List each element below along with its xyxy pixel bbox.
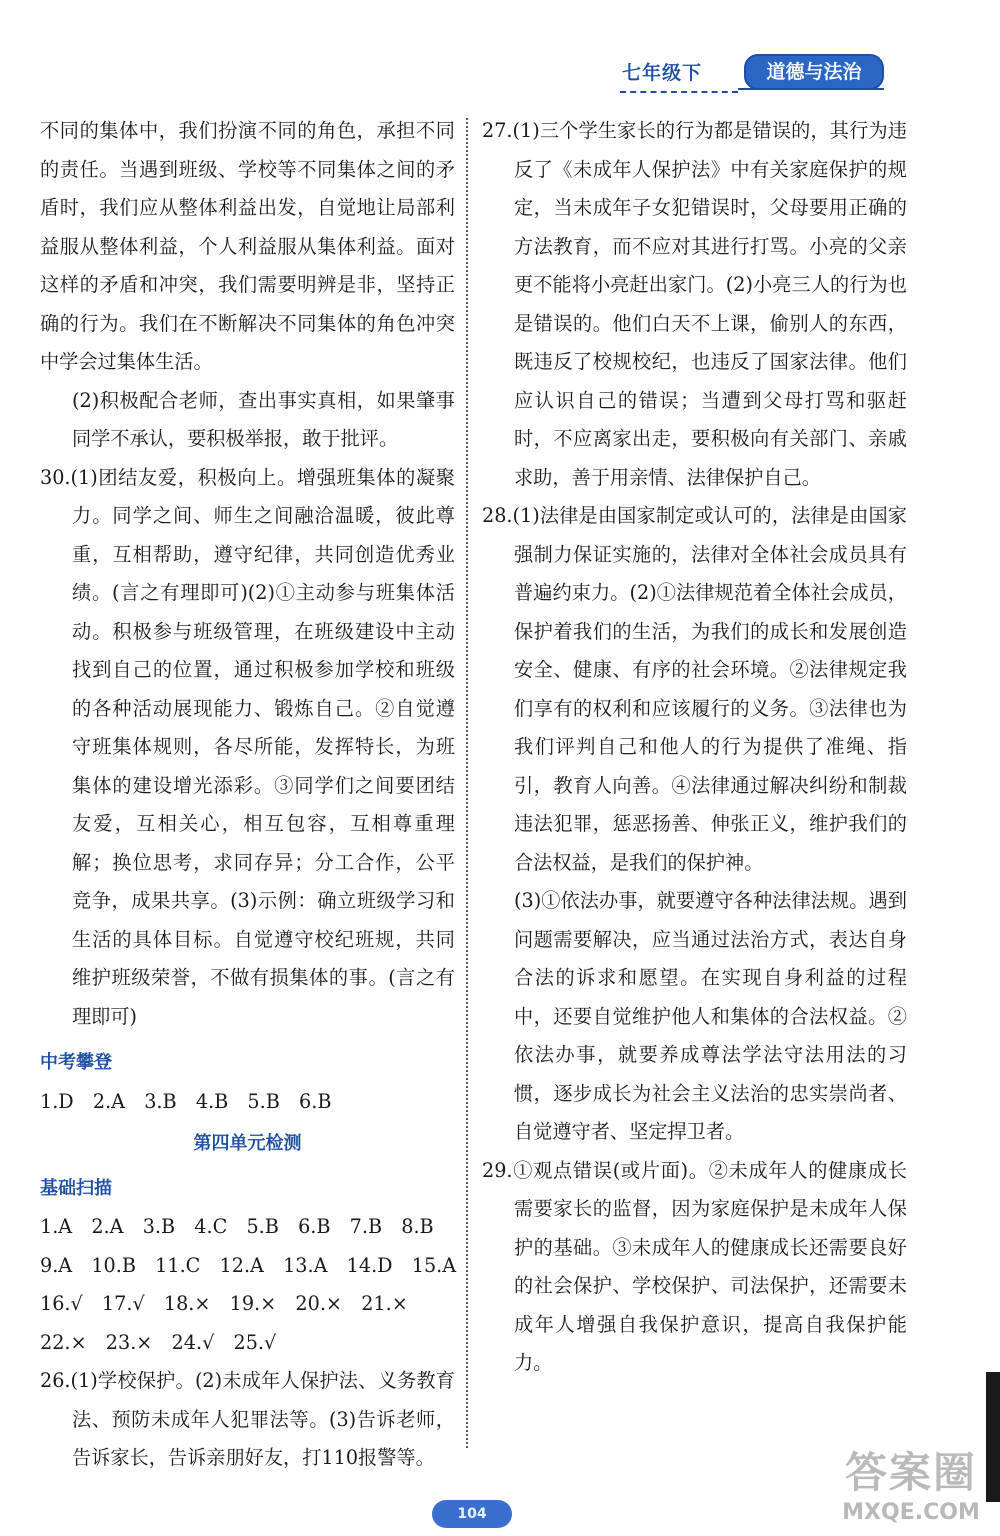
- page-number: 104: [432, 1500, 512, 1528]
- answer-row: 16.√ 17.√ 18.× 19.× 20.× 21.×: [40, 1292, 408, 1315]
- right-column: [482, 112, 907, 1383]
- grade-label: 七年级下: [622, 62, 703, 84]
- header-rule-solid: [738, 88, 884, 90]
- watermark-url: MXQE.COM: [842, 1500, 980, 1525]
- watermark-text: 答案圈: [844, 1448, 977, 1497]
- q28-part3: (3)①依法办事，就要遵守各种法律法规。遇到问题需要解决，应当通过法治方式，表达自身合法的诉求和愿望。在实现自身利益的过程中，还要自觉维护他人和集体的合法权益。②依法办事，就要养成尊法学法守法用法的习惯，逐步成长为社会主义法治的忠实崇尚者、自觉遵守者、坚定捍卫者。: [514, 889, 907, 1143]
- header-rule: [620, 91, 738, 93]
- column-divider: [466, 118, 468, 1448]
- q28-answer: 28.(1)法律是由国家制定或认可的，法律是由国家强制力保证实施的，法律对全体社会成员具有普遍约束力。(2)①法律规范着全体社会成员，保护着我们的生活，为我们的成长和发展创造安全、健康、有序的社会环境。②法律规定我们享有的权利和应该履行的义务。③法律也为我们评判自己和他人的行为提供了准绳、指引，教育人向善。④法律通过解决纠纷和制裁违法犯罪，惩恶扬善、伸张正义，维护我们的合法权益，是我们的保护神。: [482, 504, 907, 874]
- answer-row: 1.A 2.A 3.B 4.C 5.B 6.B 7.B 8.B: [40, 1215, 434, 1238]
- q29-part2: (2)积极配合老师，查出事实真相，如果肇事同学不承认，要积极举报，敢于批评。: [72, 388, 455, 450]
- subject-badge: 道德与法治: [744, 54, 884, 90]
- unit-title: 第四单元检测: [193, 1133, 302, 1154]
- q30-answer: 30.(1)团结友爱，积极向上。增强班集体的凝聚力。同学之间、师生之间融洽温暖，彼此尊重，互相帮助，遵守纪律，共同创造优秀业绩。(言之有理即可)(2)①主动参与班集体活动。积极参与班级管理，在班级建设中主动找到自己的位置，通过积极参加学校和班级的各种活动展现能力、锻炼自己。②自觉遵守班集体规则，各尽所能，发挥特长，为班集体的建设增光添彩。③同学们之间要团结友爱，互相关心，相互包容，互相尊重理解；换位思考，求同存异；分工合作，公平竞争，成果共享。(3)示例：确立班级学习和生活的具体目标。自觉遵守校纪班规，共同维护班级荣誉，不做有损集体的事。(言之有理即可): [40, 465, 455, 1028]
- section-zhongkao: 中考攀登: [40, 1052, 112, 1073]
- zhongkao-answers: 1.D 2.A 3.B 4.B 5.B 6.B: [40, 1089, 332, 1113]
- q26-answer: 26.(1)学校保护。(2)未成年人保护法、义务教育法、预防未成年人犯罪法等。(3)告诉老师，告诉家长，告诉亲朋好友，打110报警等。: [40, 1369, 455, 1469]
- q29-continuation: 不同的集体中，我们扮演不同的角色，承担不同的责任。当遇到班级、学校等不同集体之间的矛盾时，我们应从整体利益出发，自觉地让局部利益服从整体利益，个人利益服从集体利益。面对这样的矛盾和冲突，我们需要明辨是非，坚持正确的行为。我们在不断解决不同集体的角色冲突中学会过集体生活。: [40, 119, 455, 373]
- left-column: [40, 112, 455, 1478]
- section-jichu: 基础扫描: [40, 1177, 112, 1199]
- watermark-logo: [826, 1448, 996, 1536]
- answer-row: 22.× 23.× 24.√ 25.√: [40, 1330, 277, 1354]
- answer-row: 9.A 10.B 11.C 12.A 13.A 14.D 15.A: [40, 1253, 457, 1277]
- q29-answer: 29.①观点错误(或片面)。②未成年人的健康成长需要家长的监督，因为家庭保护是未成年人保护的基础。③未成年人的健康成长还需要良好的社会保护、学校保护、司法保护，还需要未成年人增强自我保护意识，提高自我保护能力。: [482, 1158, 907, 1374]
- q27-answer: 27.(1)三个学生家长的行为都是错误的，其行为违反了《未成年人保护法》中有关家庭保护的规定，当未成年子女犯错误时，父母要用正确的方法教育，而不应对其进行打骂。小亮的父亲更不能将小亮赶出家门。(2)小亮三人的行为也是错误的。他们白天不上课，偷别人的东西，既违反了校规校纪，也违反了国家法律。他们应认识自己的错误；当遭到父母打骂和驱赶时，不应离家出走，要积极向有关部门、亲戚求助，善于用亲情、法律保护自己。: [482, 119, 907, 489]
